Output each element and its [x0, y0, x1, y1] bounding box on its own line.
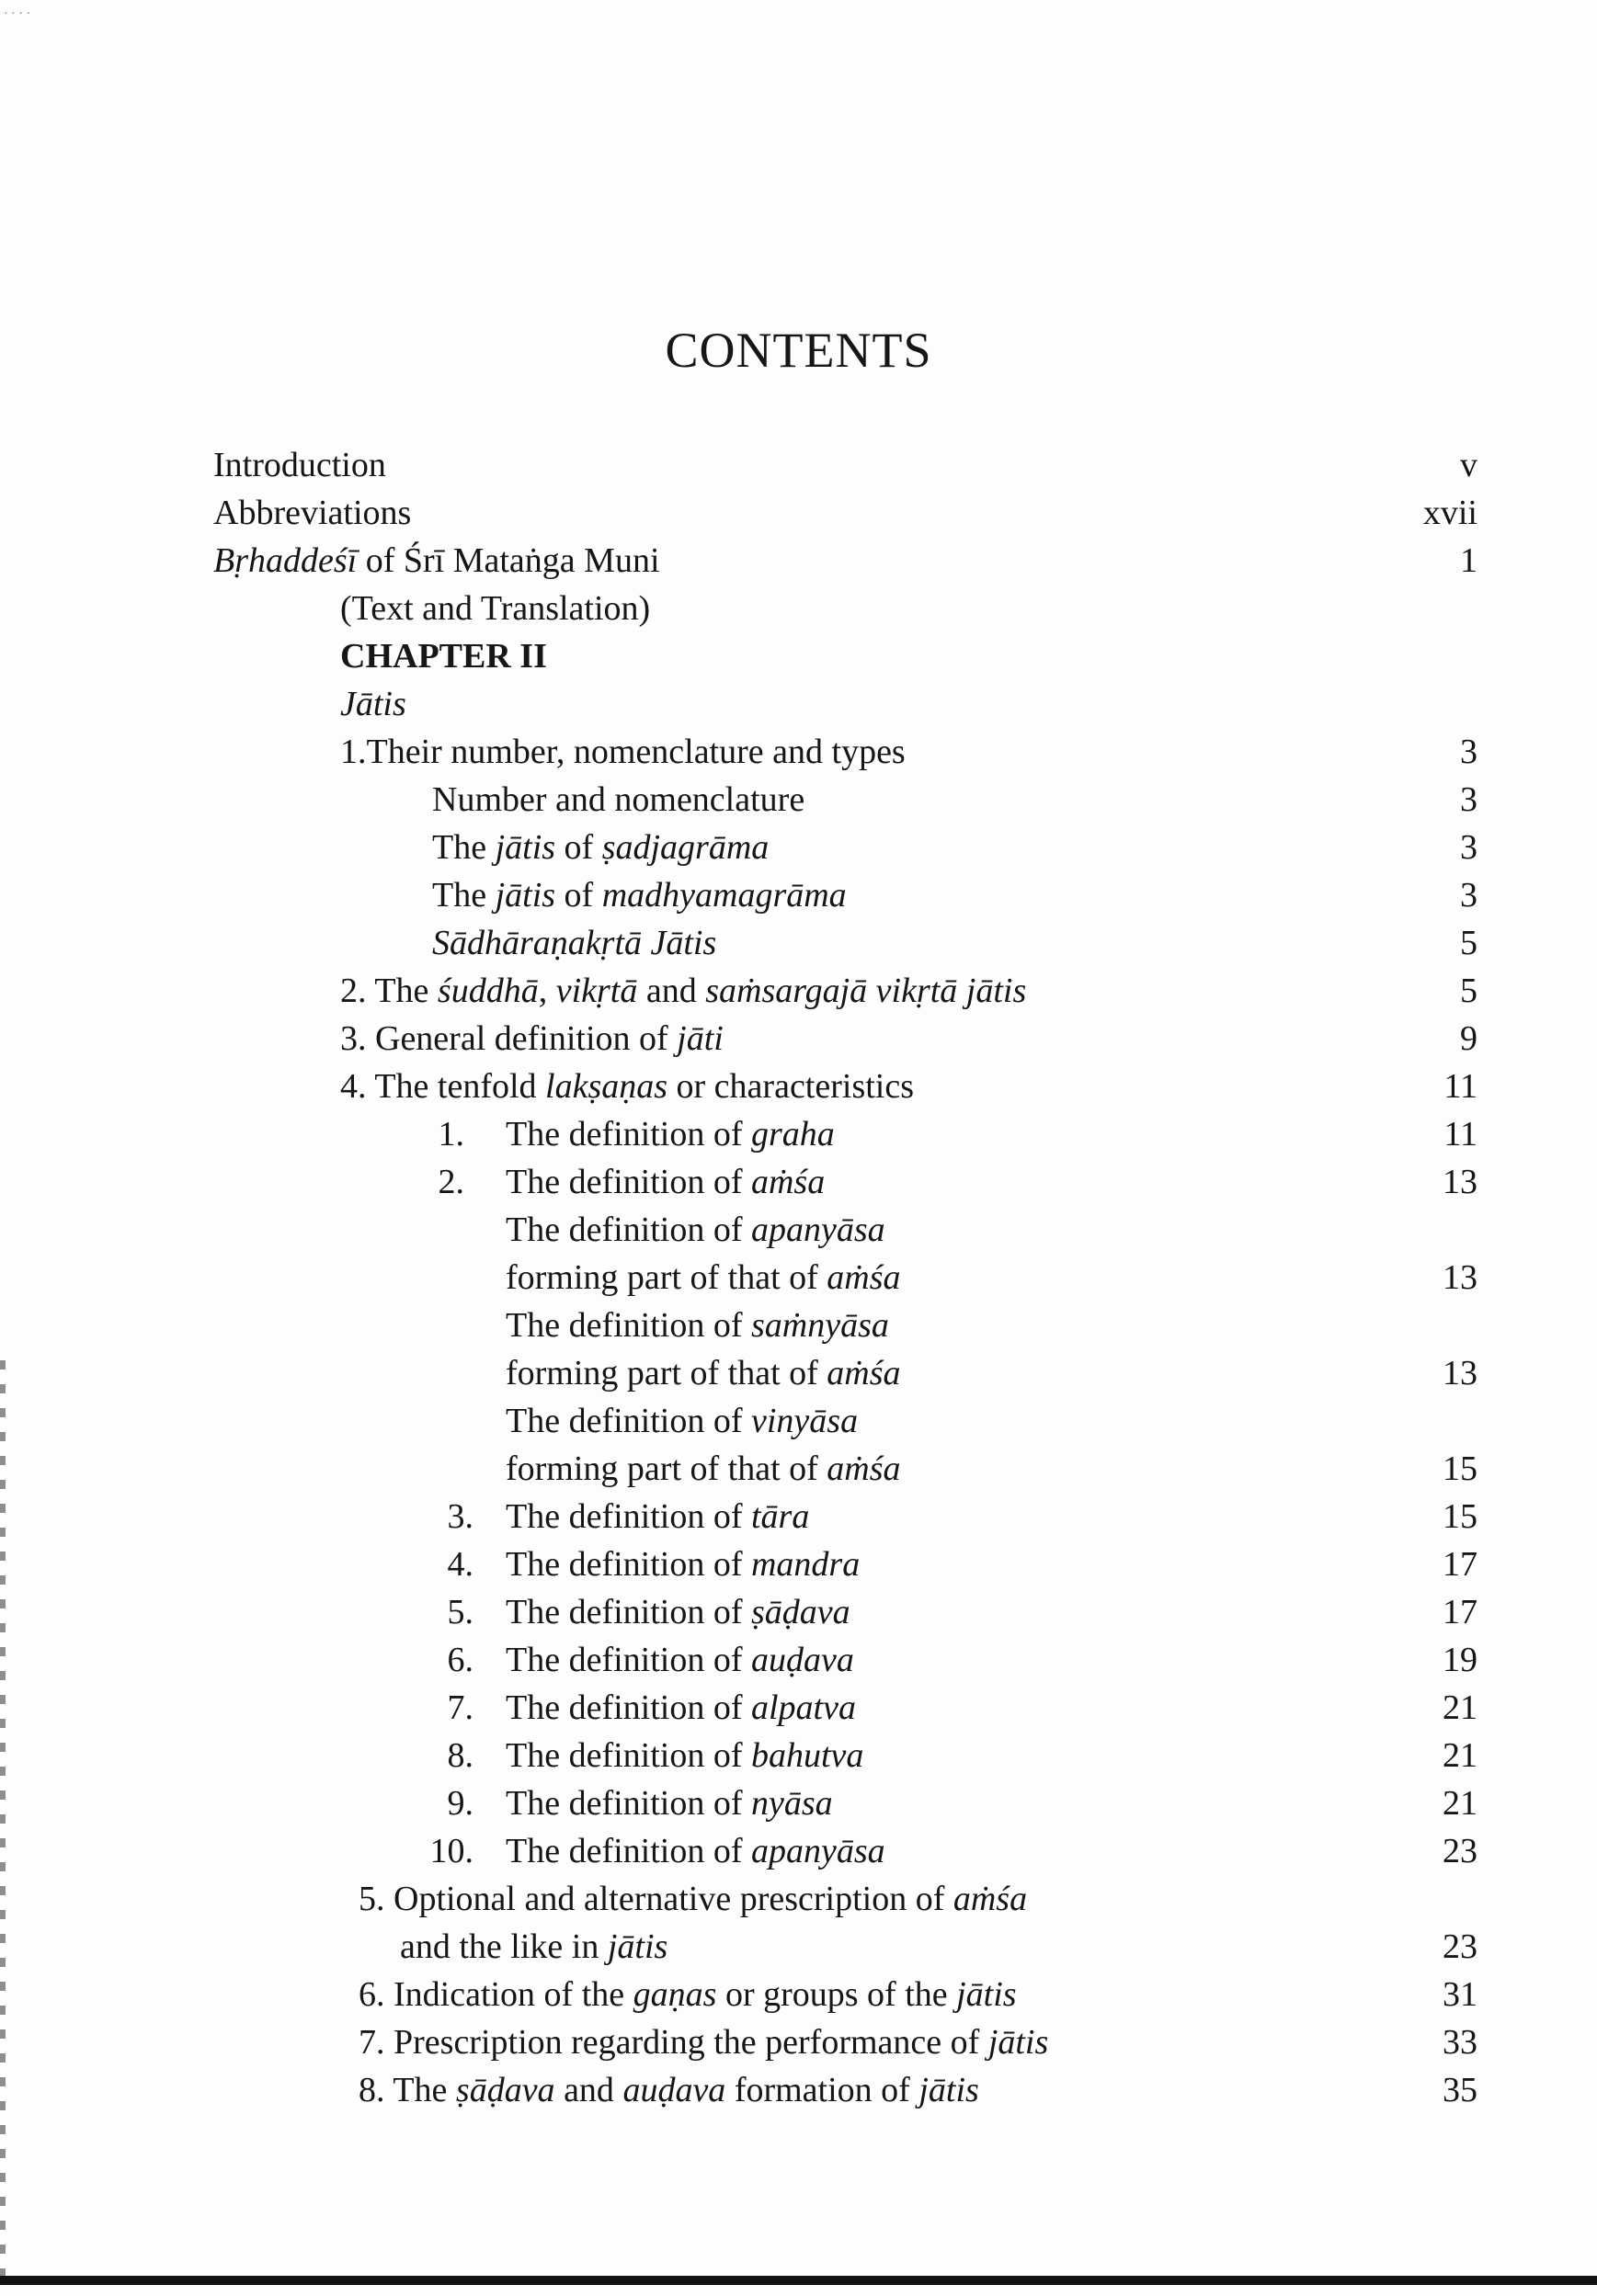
toc-entry-label: 5. Optional and alternative prescription of aṁśa	[359, 1880, 1028, 1918]
toc-entry	[0, 1923, 1597, 1971]
toc-entry	[0, 1206, 1597, 1254]
toc-entry-page-number: 11	[1443, 1115, 1477, 1154]
toc-entry-number: 9.	[447, 1784, 473, 1823]
toc-entry	[0, 776, 1597, 824]
toc-entry-page-number: 35	[1443, 2071, 1477, 2109]
toc-entry-label: The definition of tāra	[506, 1497, 810, 1536]
toc-entry-page-number: 5	[1460, 924, 1477, 962]
toc-entry-page-number: 33	[1443, 2023, 1477, 2062]
toc-entry-page-number: 15	[1443, 1449, 1477, 1488]
toc-entry	[0, 2018, 1597, 2066]
toc-entry-number: 7.	[447, 1688, 473, 1727]
toc-entry-page-number: 9	[1460, 1019, 1477, 1058]
toc-entry	[0, 1445, 1597, 1493]
toc-entry	[0, 1301, 1597, 1349]
toc-entry-label: Jātis	[340, 685, 406, 723]
toc-entry-label: forming part of that of aṁśa	[506, 1258, 901, 1297]
toc-entry-page-number: xvii	[1422, 494, 1477, 532]
toc-entry	[0, 632, 1597, 680]
toc-entry-label: The definition of graha	[506, 1115, 835, 1154]
toc-entry	[0, 537, 1597, 585]
toc-entry-label: The definition of ṣāḍava	[506, 1593, 850, 1631]
toc-entry-page-number: 11	[1443, 1067, 1477, 1106]
toc-entry-label: The jātis of ṣadjagrāma	[432, 828, 770, 867]
toc-entry-page-number: 21	[1443, 1736, 1477, 1775]
toc-entry-page-number: 31	[1443, 1975, 1477, 2014]
page-title: CONTENTS	[665, 323, 932, 378]
toc-entry-number: 10.	[429, 1832, 473, 1870]
toc-entry-page-number: 3	[1460, 733, 1477, 771]
toc-entry-page-number: 21	[1443, 1784, 1477, 1823]
toc-entry	[0, 1827, 1597, 1875]
toc-entry-number: 2.	[438, 1163, 464, 1201]
toc-entry-page-number: 1	[1460, 541, 1477, 580]
toc-entry-number: 3.	[447, 1497, 473, 1536]
toc-entry	[0, 1779, 1597, 1827]
toc-entry-page-number: 3	[1460, 876, 1477, 915]
toc-entry-page-number: 17	[1443, 1545, 1477, 1584]
toc-entry	[0, 1110, 1597, 1158]
toc-entry	[0, 1493, 1597, 1540]
toc-entry	[0, 441, 1597, 489]
toc-entry	[0, 1063, 1597, 1110]
toc-entry-label: The definition of apanyāsa	[506, 1211, 885, 1249]
toc-entry-number: 6.	[447, 1641, 473, 1679]
toc-entry	[0, 585, 1597, 632]
toc-entry	[0, 1158, 1597, 1206]
toc-entry-label: forming part of that of aṁśa	[506, 1354, 901, 1392]
toc-entry	[0, 1636, 1597, 1684]
scan-specks: · · · ·	[4, 7, 31, 21]
toc-entry	[0, 871, 1597, 919]
toc-entry-label: CHAPTER II	[340, 637, 547, 676]
toc-entry-label: The definition of auḍava	[506, 1641, 854, 1679]
toc-entry	[0, 919, 1597, 967]
toc-entry	[0, 489, 1597, 537]
toc-entry	[0, 1732, 1597, 1779]
toc-entry-label: 2. The śuddhā, vikṛtā and saṁsargajā vikṛtā jātis	[340, 972, 1027, 1010]
toc-entry-label: 1.Their number, nomenclature and types	[340, 733, 906, 771]
toc-entry	[0, 1349, 1597, 1397]
toc-entry-page-number: 23	[1443, 1832, 1477, 1870]
toc-entry-page-number: 13	[1443, 1258, 1477, 1297]
toc-entry	[0, 728, 1597, 776]
toc-entry-number: 4.	[447, 1545, 473, 1584]
toc-entry-label: 4. The tenfold lakṣaṇas or characteristics	[340, 1067, 914, 1106]
toc-entry-label: The definition of saṁnyāsa	[506, 1306, 889, 1345]
toc-entry-label: The definition of aṁśa	[506, 1163, 826, 1201]
toc-entry-label: Number and nomenclature	[432, 780, 805, 819]
toc-entry-page-number: 21	[1443, 1688, 1477, 1727]
toc-entry	[0, 2066, 1597, 2114]
toc-entry	[0, 1540, 1597, 1588]
toc-entry-label: The definition of apanyāsa	[506, 1832, 885, 1870]
toc-entry-label: The definition of nyāsa	[506, 1784, 833, 1823]
toc-entry-page-number: 13	[1443, 1354, 1477, 1392]
toc-entry	[0, 1684, 1597, 1732]
toc-entry-label: Abbreviations	[213, 494, 412, 532]
toc-entry-label: 7. Prescription regarding the performance of jātis	[359, 2023, 1049, 2062]
toc-entry	[0, 967, 1597, 1015]
toc-entry-page-number: 13	[1443, 1163, 1477, 1201]
toc-entry-label: and the like in jātis	[400, 1927, 668, 1966]
toc-entry-page-number: 19	[1443, 1641, 1477, 1679]
toc-entry-page-number: 3	[1460, 780, 1477, 819]
toc-entry-page-number: 3	[1460, 828, 1477, 867]
toc-entry-page-number: v	[1460, 446, 1477, 484]
toc-entry-label: 8. The ṣāḍava and auḍava formation of jātis	[359, 2071, 979, 2109]
toc-entry-page-number: 15	[1443, 1497, 1477, 1536]
toc-entry-number: 8.	[447, 1736, 473, 1775]
toc-entry	[0, 1588, 1597, 1636]
toc-entry-page-number: 17	[1443, 1593, 1477, 1631]
toc-entry	[0, 1875, 1597, 1923]
toc-entry-number: 5.	[447, 1593, 473, 1631]
scan-edge-artifact	[0, 1360, 6, 2279]
toc-entry-label: Bṛhaddeśī of Śrī Mataṅga Muni	[213, 541, 660, 580]
toc-entry	[0, 1015, 1597, 1063]
toc-entry-label: Sādhāraṇakṛtā Jātis	[432, 924, 717, 962]
toc-entry-label: Introduction	[213, 446, 386, 484]
toc-entry	[0, 824, 1597, 871]
toc-entry-label: 3. General definition of jāti	[340, 1019, 724, 1058]
toc-entry-label: (Text and Translation)	[340, 589, 651, 628]
page-bottom-border	[0, 2276, 1597, 2285]
toc-entry-page-number: 23	[1443, 1927, 1477, 1966]
toc-entry	[0, 680, 1597, 728]
toc-entry	[0, 1397, 1597, 1445]
toc-entry-label: 6. Indication of the gaṇas or groups of the jātis	[359, 1975, 1017, 2014]
toc-entry	[0, 1254, 1597, 1301]
toc-entry-label: The definition of bahutva	[506, 1736, 864, 1775]
toc-entry	[0, 1971, 1597, 2018]
toc-entry-label: The definition of vinyāsa	[506, 1402, 859, 1440]
toc-entry-number: 1.	[438, 1115, 464, 1154]
toc-entry-label: forming part of that of aṁśa	[506, 1449, 901, 1488]
toc-entry-label: The jātis of madhyamagrāma	[432, 876, 847, 915]
toc-entry-label: The definition of alpatva	[506, 1688, 856, 1727]
toc-entry-page-number: 5	[1460, 972, 1477, 1010]
toc-entry-label: The definition of mandra	[506, 1545, 861, 1584]
